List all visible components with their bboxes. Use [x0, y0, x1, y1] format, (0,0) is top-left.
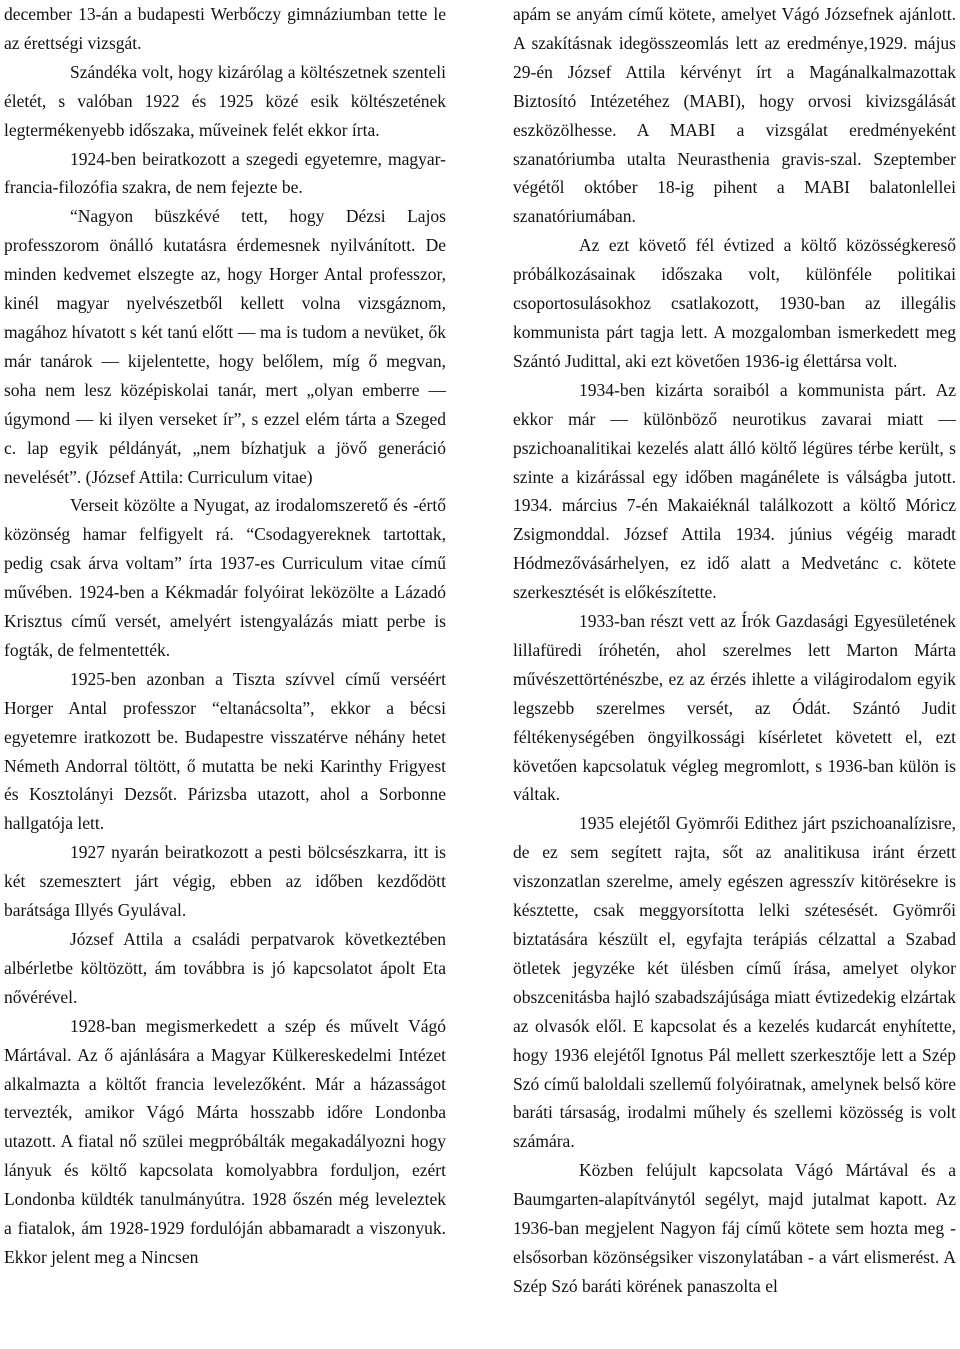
- paragraph: 1924-ben beiratkozott a szegedi egyetemre, magyar-francia-filozófia szakra, de nem fejezte be.: [4, 148, 446, 198]
- paragraph: 1934-ben kizárta soraiból a kommunista párt. Az ekkor már — különböző neurotikus zavarai miatt — pszichoanalitikai kezelés alatt álló költő légüres térbe került, s szinte a kizárással egy időben magánélete is válságba jutott. 1934. március 7-én Makaiéknál találkozott a költő Móricz Zsigmonddal. József Attila 1934. június végéig maradt Hódmezővásárhelyen, ez idő alatt a Medvetánc c. kötete szerkesztését is előkészítette.: [513, 379, 956, 603]
- paragraph: Az ezt követő fél évtized a költő közösségkereső próbálkozásainak időszaka volt, különféle politikai csoportosulásokhoz csatlakozott, 1930-ban az illegális kommunista párt tagja lett. A mozgalomban ismerkedett meg Szántó Judittal, aki ezt követően 1936-ig élettársa volt.: [513, 235, 956, 371]
- paragraph: József Attila a családi perpatvarok következtében albérletbe költözött, ám továbbra is jó kapcsolatot ápolt Eta nővérével.: [4, 929, 446, 1007]
- paragraph: december 13-án a budapesti Werbőczy gimnáziumban tette le az érettségi vizsgát.: [4, 4, 446, 53]
- right-column: [513, 0, 956, 1349]
- paragraph: Verseit közölte a Nyugat, az irodalomszerető és -értő közönség hamar felfigyelt rá. “Csodagyereknek tartottak, pedig csak árva voltam” írta 1937-es Curriculum vitae című művében. 1924-ben a Kékmadár folyóirat leközölte a Lázadó Krisztus című versét, amelyért istengyalázás miatt perbe is fogták, de felmentették.: [4, 495, 446, 660]
- paragraph: apám se anyám című kötete, amelyet Vágó Józsefnek ajánlott. A szakításnak idegösszeomlás lett az eredménye,1929. május 29-én József Attila kérvényt írt a Magánalkalmazottak Biztosító Intézetéhez (MABI), hogy orvosi kivizsgálását eszközölhesse. A MABI a vizsgálat eredményeként szanatóriumba utalta Neurasthenia gravis-szal. Szeptember végétől október 18-ig pihent a MABI balatonlellei szanatóriumában.: [513, 4, 956, 227]
- paragraph: 1927 nyarán beiratkozott a pesti bölcsészkarra, itt is két szemesztert járt végig, ebben az időben kezdődött barátsága Illyés Gyulával.: [4, 842, 446, 921]
- left-column: [4, 0, 446, 1349]
- paragraph: 1925-ben azonban a Tiszta szívvel című verséért Horger Antal professzor “eltanácsolta”, ekkor a bécsi egyetemre iratkozott be. Budapestre visszatérve néhány hetet Németh Andorral töltött, ő mutatta be neki Karinthy Frigyest és Kosztolányi Dezsőt. Párizsba utazott, ahol a Sorbonne hallgatója lett.: [4, 668, 446, 834]
- paragraph: 1928-ban megismerkedett a szép és művelt Vágó Mártával. Az ő ajánlására a Magyar Külkereskedelmi Intézet alkalmazta a költőt francia levelezőként. Már a házasságot tervezték, amikor Vágó Márta hosszabb időre Londonba utazott. A fiatal nő szülei megpróbálták megakadályozni hogy lányuk és költő kapcsolata komolyabbra forduljon, ezért Londonba küldték tanulmányútra. 1928 őszén még leveleztek a fiatalok, ám 1928-1929 fordulóján abbamaradt a viszonyuk. Ekkor jelent meg a Nincsen: [4, 1015, 446, 1267]
- paragraph: Közben felújult kapcsolata Vágó Mártával és a Baumgarten-alapítványtól segélyt, majd jutalmat kapott. Az 1936-ban megjelent Nagyon fáj című kötete sem hozta meg - elsősorban közönségsiker viszonylatában - a várt elismerést. A Szép Szó baráti körének panaszolta el: [513, 1160, 956, 1296]
- paragraph: 1935 elejétől Gyömrői Edithez járt pszichoanalízisre, de ez sem segített rajta, sőt az analitikusa iránt érzett viszonzatlan szerelme, amely egészen agresszív kitörésekre is késztette, csak meggyorsította lelki szétesését. Gyömrői biztatására készült el, egyfajta terápiás célzattal a Szabad ötletek jegyzéke két ülésben című írása, amelyet olykor obszcenitásba hajló szabadszájúsága miatt évtizedekig elzártak az olvasók elől. E kapcsolat és a kezelés kudarcát enyhítette, hogy 1936 elejétől Ignotus Pál mellett szerkesztője lett a Szép Szó című baloldali szellemű folyóiratnak, amelynek belső köre baráti társaság, irodalmi műhely és szellemi közösség is volt számára.: [513, 813, 956, 1152]
- paragraph: “Nagyon büszkévé tett, hogy Dézsi Lajos professzorom önálló kutatásra érdemesnek nyilvánított. De minden kedvemet elszegte az, hogy Horger Antal professzor, kinél magyar nyelvészetből kellett volna vizsgáznom, magához hívatott s két tanú előtt — ma is tudom a nevüket, ők már tanárok — kijelentette, hogy belőlem, míg ő megvan, soha nem lesz középiskolai tanár, mert „olyan emberre — úgymond — ki ilyen verseket ír”, s ezzel elém tárta a Szeged c. lap egyik példányát, „nem bízhatjuk a jövő generáció nevelését”. (József Attila: Curriculum vitae): [4, 206, 446, 487]
- paragraph: 1933-ban részt vett az Írók Gazdasági Egyesületének lillafüredi íróhetén, ahol szerelmes lett Marton Márta művészettörténészbe, ez az érzés ihlette a világirodalom egyik legszebb szerelmes versét, az Ódát. Szántó Judit féltékenységében öngyilkossági kísérletet követett el, ezt követően kapcsolatuk végleg megromlott, s 1936-ban külön is váltak.: [513, 611, 956, 805]
- paragraph: Szándéka volt, hogy kizárólag a költészetnek szenteli életét, s valóban 1922 és 1925 közé esik költészetének legtermékenyebb időszaka, műveinek felét ekkor írta.: [4, 61, 446, 140]
